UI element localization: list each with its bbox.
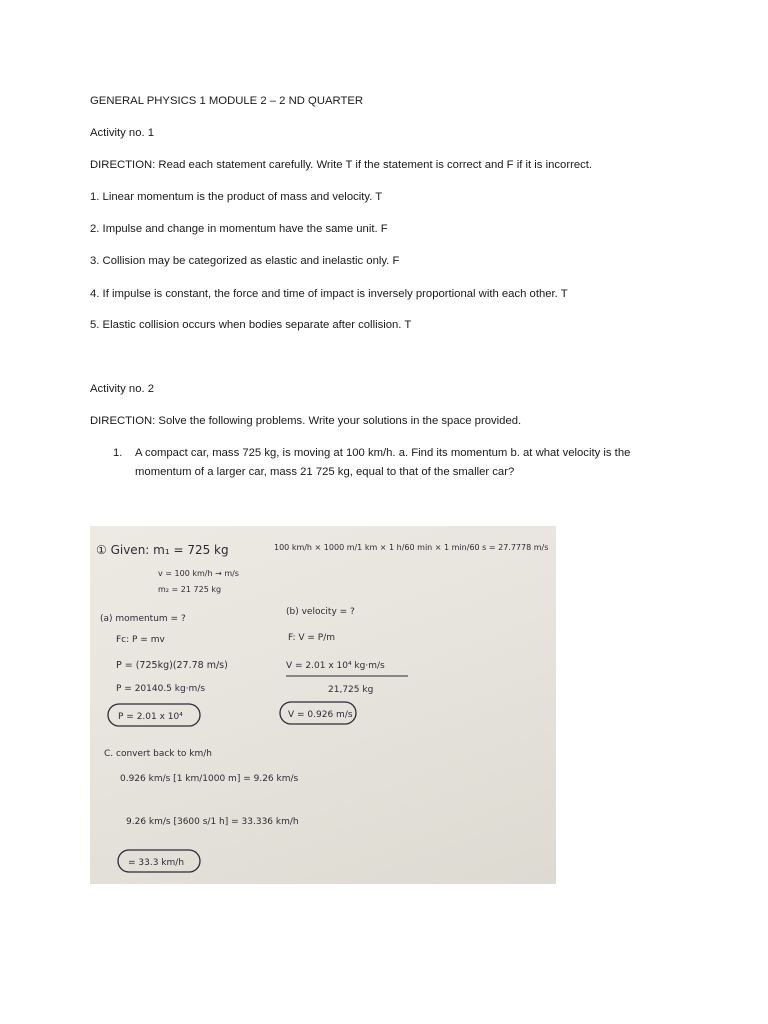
page-title: GENERAL PHYSICS 1 MODULE 2 – 2 ND QUARTER xyxy=(90,95,364,107)
part-a-answer: P = 2.01 x 10⁴ xyxy=(118,712,183,722)
activity1-item: 1. Linear momentum is the product of mass and velocity. T xyxy=(90,191,383,203)
activity2-direction: DIRECTION: Solve the following problems. Write your solutions in the space provided. xyxy=(90,415,522,427)
part-c-step1: 0.926 km/s [1 km/1000 m] = 9.26 km/s xyxy=(120,774,299,784)
activity1-item: 4. If impulse is constant, the force and time of impact is inversely proportional with each other. T xyxy=(90,288,568,300)
activity1-direction: DIRECTION: Read each statement carefully. Write T if the statement is correct and F if it is incorrect. xyxy=(90,159,593,171)
part-b-denominator: 21,725 kg xyxy=(328,685,374,695)
mass2-given: m₂ = 21 725 kg xyxy=(158,585,222,594)
activity2-label: Activity no. 2 xyxy=(90,383,155,395)
activity1-label: Activity no. 1 xyxy=(90,127,155,139)
problem-text-line2: momentum of a larger car, mass 21 725 kg, equal to that of the smaller car? xyxy=(135,466,515,478)
part-b-formula: F: V = P/m xyxy=(288,633,336,643)
problem-number: 1. xyxy=(113,447,123,459)
part-b-substitution: V = 2.01 x 10⁴ kg·m/s xyxy=(286,661,385,671)
part-c-heading: C. convert back to km/h xyxy=(104,749,212,759)
part-c-step2: 9.26 km/s [3600 s/1 h] = 33.336 km/h xyxy=(126,817,299,827)
part-a-value: P = 20140.5 kg·m/s xyxy=(116,684,206,694)
unit-conversion: 100 km/h × 1000 m/1 km × 1 h/60 min × 1 min/60 s = 27.7778 m/s xyxy=(274,543,549,552)
part-a-formula: Fc: P = mv xyxy=(116,635,165,645)
problem-text-line1: A compact car, mass 725 kg, is moving at 100 km/h. a. Find its momentum b. at what velocity is the xyxy=(135,447,631,459)
activity1-item: 5. Elastic collision occurs when bodies separate after collision. T xyxy=(90,319,412,331)
activity1-item: 2. Impulse and change in momentum have the same unit. F xyxy=(90,223,388,235)
given-text: ① Given: m₁ = 725 kg xyxy=(96,543,229,557)
activity1-item: 3. Collision may be categorized as elastic and inelastic only. F xyxy=(90,255,400,267)
handwritten-solution-photo xyxy=(90,526,556,884)
part-b-heading: (b) velocity = ? xyxy=(286,607,355,617)
part-c-answer: = 33.3 km/h xyxy=(128,858,185,868)
velocity-given: v = 100 km/h → m/s xyxy=(158,569,239,578)
part-a-substitution: P = (725kg)(27.78 m/s) xyxy=(116,660,228,671)
part-b-answer: V = 0.926 m/s xyxy=(288,710,353,720)
part-a-heading: (a) momentum = ? xyxy=(100,614,186,624)
